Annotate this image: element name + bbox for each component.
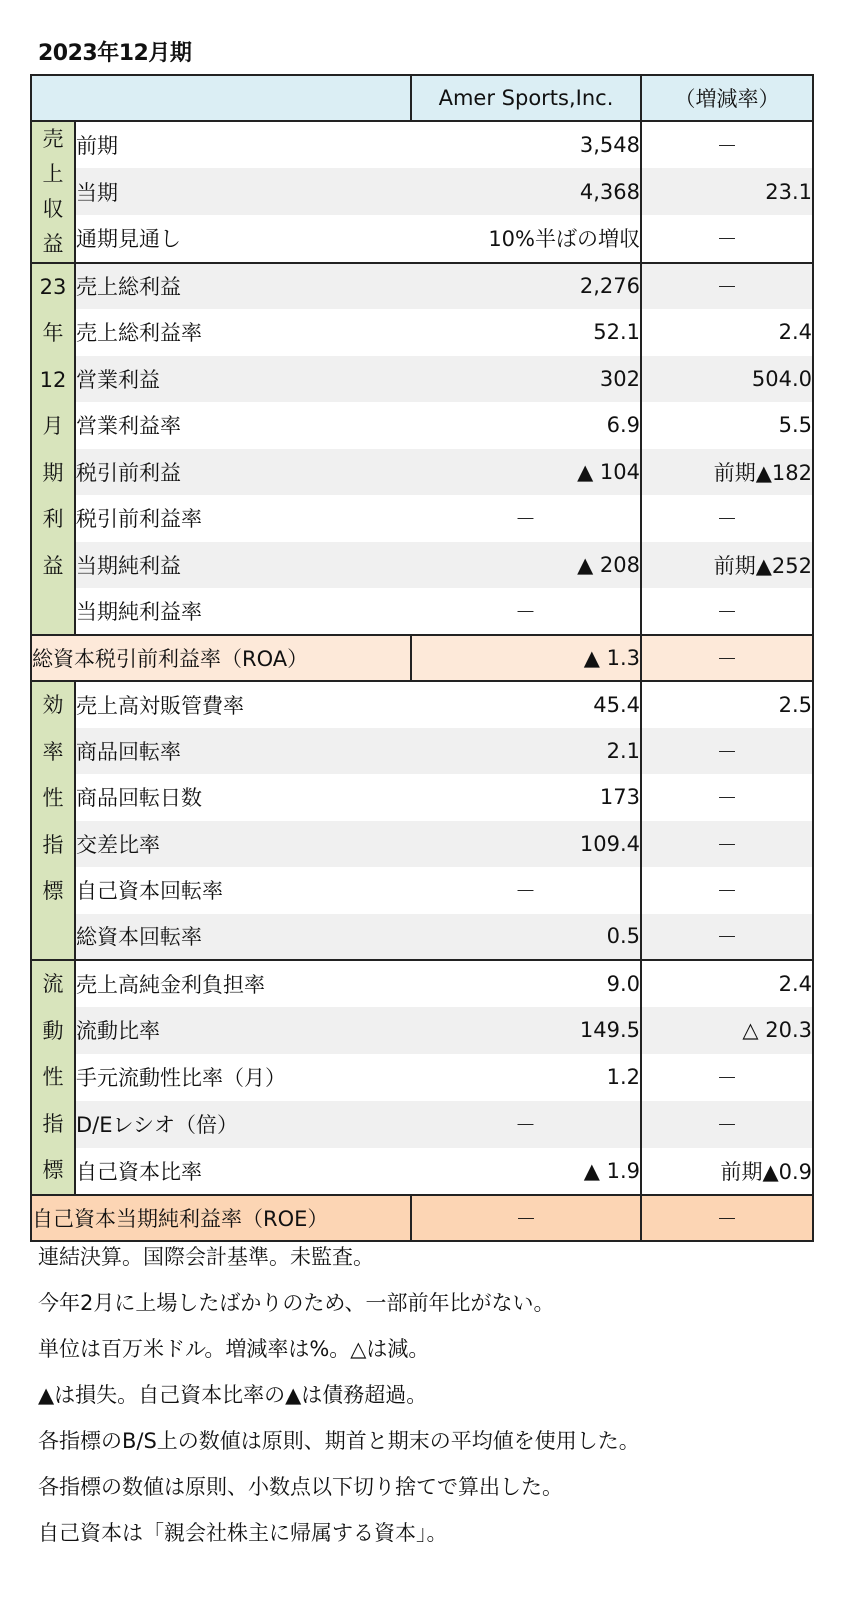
row-value: － (411, 495, 641, 542)
table-row (31, 215, 813, 262)
footnote: 今年2月に上場したばかりのため、一部前年比がない。 (38, 1291, 555, 1315)
section-char: 指 (42, 832, 64, 857)
row-change: 前期▲0.9 (720, 1159, 812, 1184)
row-label: 営業利益 (75, 356, 411, 403)
row-value: ▲ 1.9 (411, 1148, 641, 1195)
row-label: 商品回転日数 (76, 786, 202, 811)
section-label-profit (31, 263, 75, 635)
row-label: 自己資本比率 (76, 1159, 202, 1184)
table-row (31, 867, 813, 914)
footnote: 各指標のB/S上の数値は原則、期首と期末の平均値を使用した。 (38, 1429, 640, 1453)
section-char: 性 (42, 1065, 64, 1090)
row-value: 1.2 (411, 1054, 641, 1101)
row-label: 通期見通し (76, 227, 181, 252)
row-change: 5.5 (778, 413, 812, 438)
row-change: － (716, 786, 738, 811)
row-label: D/Eレシオ（倍） (75, 1101, 411, 1148)
row-change: － (716, 507, 738, 532)
row-label: 売上高対販管費率 (75, 681, 411, 728)
row-change: － (641, 263, 813, 310)
section-label-efficiency (31, 681, 75, 960)
roe-change: － (641, 1195, 813, 1242)
row-change: 前期▲252 (641, 542, 813, 589)
section-char: 標 (42, 879, 64, 904)
row-label: 税引前利益 (75, 449, 411, 496)
section-char: 年 (42, 321, 64, 346)
section-char: 売 (42, 127, 64, 151)
section-char: 期 (42, 460, 64, 485)
table-row (31, 681, 813, 728)
row-value: 149.5 (411, 1007, 641, 1054)
roe-label: 自己資本当期純利益率（ROE） (31, 1195, 411, 1242)
row-value: ▲ 104 (411, 449, 641, 496)
row-value: 52.1 (411, 309, 641, 356)
row-value: 3,548 (411, 121, 641, 168)
section-char: 収 (42, 196, 64, 221)
row-value: ▲ 208 (411, 542, 641, 589)
table-row (31, 168, 813, 215)
section-char: 標 (42, 1158, 64, 1183)
table-row (31, 1054, 813, 1101)
section-char: 益 (42, 231, 64, 256)
row-label: 交差比率 (75, 821, 411, 868)
footnote: 連結決算。国際会計基準。未監査。 (38, 1245, 374, 1269)
table-header-row (31, 75, 813, 121)
table-row (31, 495, 813, 542)
row-label: 当期純利益 (75, 542, 411, 589)
roa-change: － (641, 635, 813, 682)
footnote: 各指標の数値は原則、小数点以下切り捨てで算出した。 (38, 1475, 563, 1499)
section-char: 流 (42, 972, 64, 997)
table-row (31, 309, 813, 356)
section-char: 23 (39, 274, 67, 299)
section-label-liquidity (31, 960, 75, 1195)
row-change: 504.0 (641, 356, 813, 403)
table-row (31, 588, 813, 635)
section-char: 12 (39, 367, 67, 392)
row-label: 当期純利益率 (76, 599, 202, 624)
row-value: 173 (411, 774, 641, 821)
table-row (31, 263, 813, 310)
row-value: 109.4 (411, 821, 641, 868)
row-change: － (716, 599, 738, 624)
footnote: 単位は百万米ドル。増減率は%。△は減。 (38, 1337, 430, 1361)
row-change: △ 20.3 (641, 1007, 813, 1054)
header-company: Amer Sports,Inc. (411, 75, 641, 121)
row-value: 0.5 (411, 914, 641, 961)
row-label: 流動比率 (75, 1007, 411, 1054)
section-char: 動 (42, 1018, 64, 1043)
row-label: 売上総利益 (75, 263, 411, 310)
row-label: 商品回転率 (75, 728, 411, 775)
section-char: 指 (42, 1111, 64, 1136)
row-value: 6.9 (411, 402, 641, 449)
page-title: 2023年12月期 (38, 41, 192, 66)
table-row (31, 1007, 813, 1054)
row-value: 2.1 (411, 728, 641, 775)
row-value: 302 (411, 356, 641, 403)
table-row (31, 402, 813, 449)
footnote: ▲は損失。自己資本比率の▲は債務超過。 (38, 1383, 428, 1407)
row-change: － (716, 134, 738, 159)
table-row (31, 960, 813, 1007)
section-char: 性 (42, 786, 64, 811)
row-label: 当期 (75, 168, 411, 215)
row-change: 2.5 (641, 681, 813, 728)
row-change: － (641, 728, 813, 775)
row-change: 前期▲182 (641, 449, 813, 496)
table-row (31, 728, 813, 775)
row-value: － (411, 867, 641, 914)
row-label: 総資本回転率 (75, 914, 411, 961)
section-char: 益 (42, 553, 64, 578)
row-change: － (716, 1066, 738, 1091)
row-label: 手元流動性比率（月） (76, 1066, 286, 1091)
table-row (31, 356, 813, 403)
row-label: 税引前利益率 (76, 507, 202, 532)
row-label: 前期 (76, 134, 118, 159)
section-char: 率 (42, 739, 64, 764)
financial-table (30, 74, 814, 1242)
row-change: － (641, 1101, 813, 1148)
row-change: － (716, 879, 738, 904)
row-change: － (641, 821, 813, 868)
row-change: 2.4 (778, 320, 812, 345)
row-value: － (411, 588, 641, 635)
footnote: 自己資本は「親会社株主に帰属する資本」。 (38, 1521, 448, 1545)
row-value: 2,276 (411, 263, 641, 310)
table-row (31, 774, 813, 821)
row-value: 45.4 (411, 681, 641, 728)
row-change: － (716, 227, 738, 252)
row-change: 2.4 (641, 960, 813, 1007)
section-char: 利 (42, 507, 64, 532)
row-value: － (411, 1101, 641, 1148)
table-row (31, 121, 813, 168)
section-label-revenue (31, 121, 75, 263)
table-row (31, 542, 813, 589)
row-value: 10%半ばの増収 (411, 215, 641, 262)
table-row (31, 821, 813, 868)
header-change: （増減率） (641, 75, 813, 121)
table-row (31, 1148, 813, 1195)
section-char: 上 (42, 161, 64, 186)
header-blank-cell (31, 75, 411, 121)
table-row (31, 914, 813, 961)
roa-row (31, 635, 813, 682)
section-char: 効 (42, 693, 64, 718)
row-label: 売上総利益率 (76, 321, 202, 346)
row-change: 23.1 (641, 168, 813, 215)
row-label: 自己資本回転率 (76, 879, 223, 904)
roe-value: － (411, 1195, 641, 1242)
table-row (31, 449, 813, 496)
footnotes (38, 1234, 640, 1556)
row-label: 売上高純金利負担率 (75, 960, 411, 1007)
table-row (31, 1101, 813, 1148)
roa-label: 総資本税引前利益率（ROA） (31, 635, 411, 682)
row-value: 9.0 (411, 960, 641, 1007)
roa-value: ▲ 1.3 (411, 635, 641, 682)
row-label: 営業利益率 (76, 414, 181, 439)
row-value: 4,368 (411, 168, 641, 215)
section-char: 月 (42, 414, 64, 439)
row-change: － (641, 914, 813, 961)
